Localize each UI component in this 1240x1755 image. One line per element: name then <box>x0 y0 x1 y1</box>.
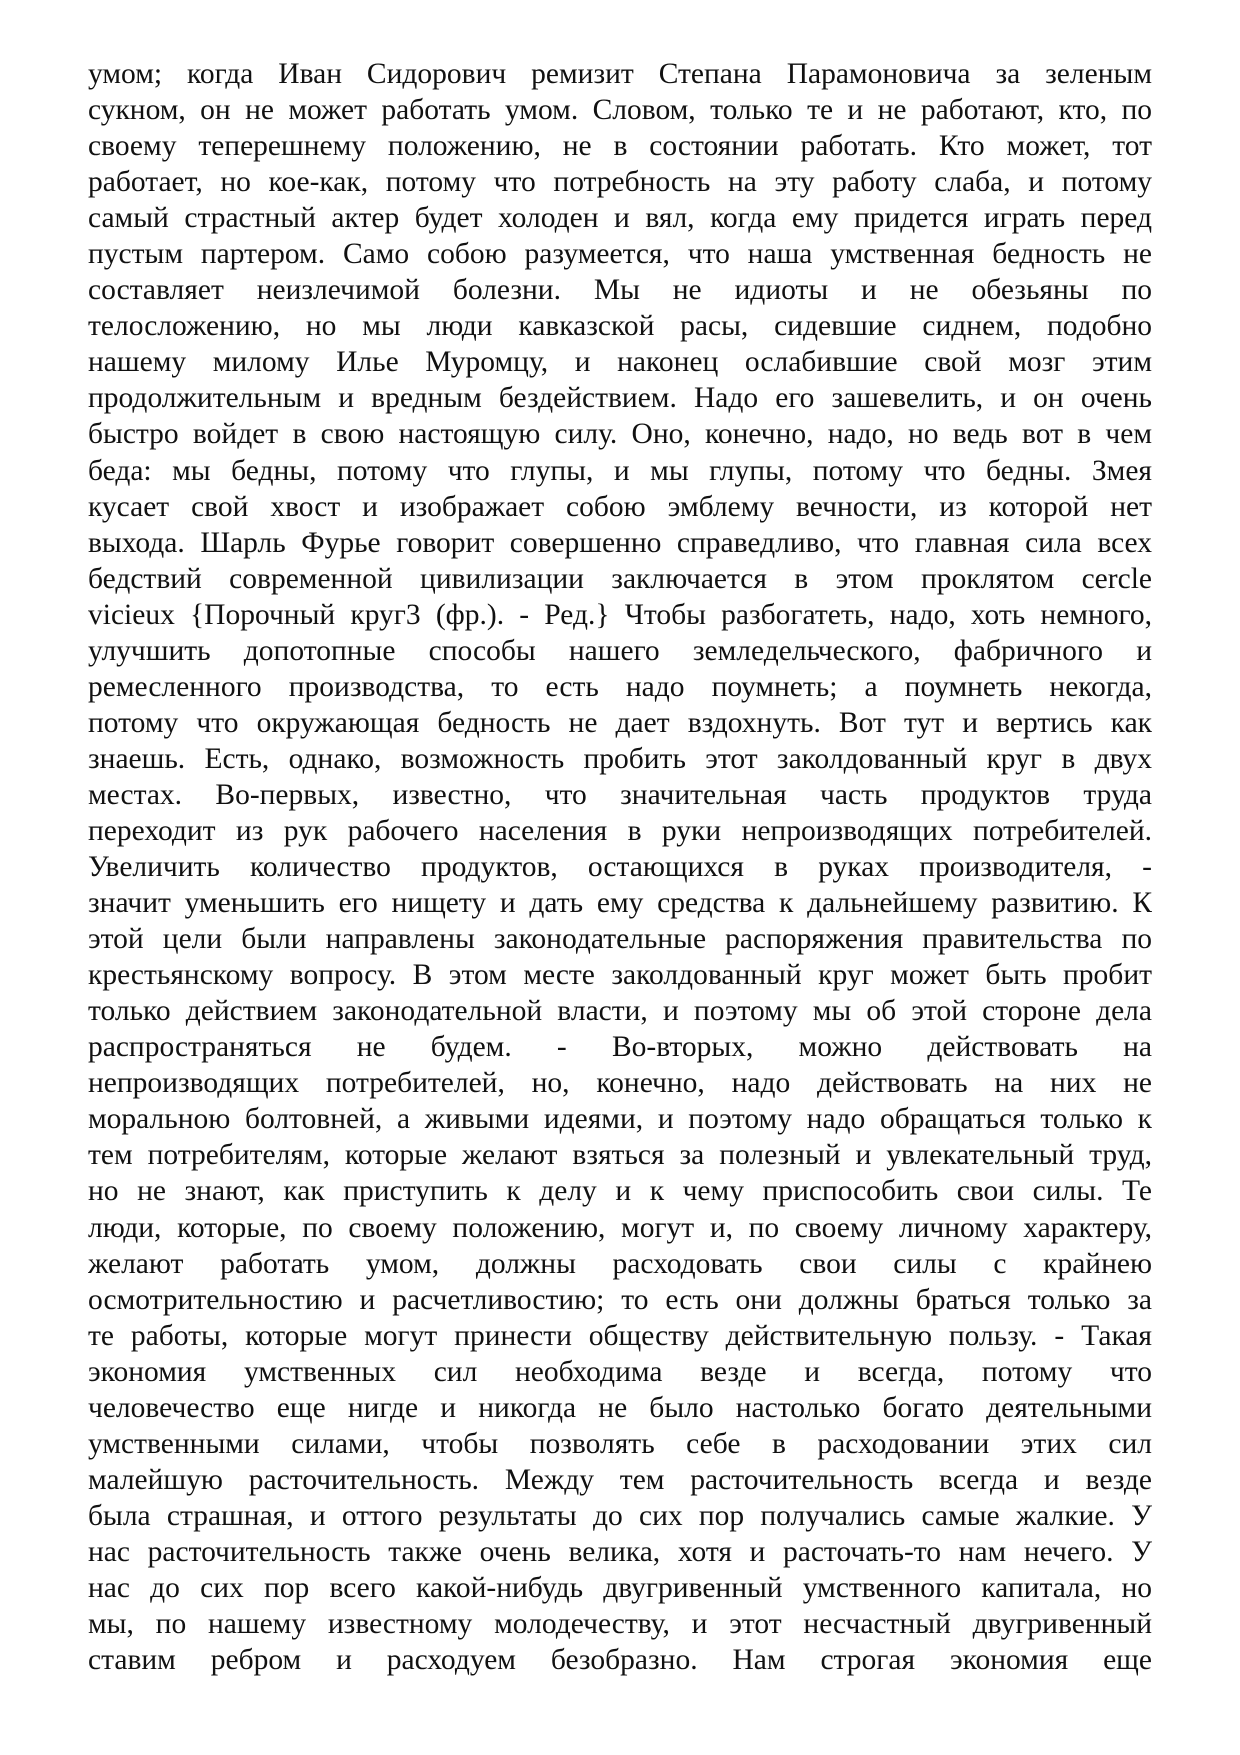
text-line: осмотрительностию и расчетливостию; то есть они должны браться только за <box>88 1283 1152 1316</box>
text-line: беда: мы бедны, потому что глупы, и мы глупы, потому что бедны. Змея <box>88 454 1152 487</box>
text-line: непроизводящих потребителей, но, конечно, надо действовать на них не <box>88 1067 1152 1100</box>
text-line: составляет неизлечимой болезни. Мы не идиоты и не обезьяны по <box>88 274 1152 307</box>
text-line: vicieux {Порочный круг3 (фр.). - Ред.} Чтобы разбогатеть, надо, хоть немного, <box>88 598 1152 631</box>
document-page <box>88 56 1152 1678</box>
text-line: моральною болтовней, а живыми идеями, и поэтому надо обращаться только к <box>88 1103 1152 1136</box>
text-line: крестьянскому вопросу. В этом месте заколдованный круг может быть пробит <box>88 959 1152 992</box>
text-line: переходит из рук рабочего населения в руки непроизводящих потребителей. <box>88 814 1152 847</box>
text-line: умом; когда Иван Сидорович ремизит Степана Парамоновича за зеленым <box>88 58 1152 90</box>
text-line: была страшная, и оттого результаты до сих пор получались самые жалкие. У <box>88 1499 1152 1532</box>
text-line: работает, но кое-как, потому что потребность на эту работу слаба, и потому <box>88 166 1152 199</box>
text-line: ремесленного производства, то есть надо поумнеть; а поумнеть некогда, <box>88 670 1152 703</box>
text-line: местах. Во-первых, известно, что значительная часть продуктов труда <box>88 778 1152 811</box>
text-line: человечество еще нигде и никогда не было настолько богато деятельными <box>88 1391 1152 1424</box>
text-line: потому что окружающая бедность не дает вздохнуть. Вот тут и вертись как <box>88 706 1152 739</box>
text-line: улучшить допотопные способы нашего земледельческого, фабричного и <box>88 634 1152 667</box>
text-line: этой цели были направлены законодательные распоряжения правительства по <box>88 923 1152 956</box>
text-line: значит уменьшить его нищету и дать ему средства к дальнейшему развитию. К <box>88 887 1152 920</box>
text-line: умственными силами, чтобы позволять себе в расходовании этих сил <box>88 1427 1152 1460</box>
text-line: самый страстный актер будет холоден и вял, когда ему придется играть перед <box>88 202 1152 235</box>
text-line: пустым партером. Само собою разумеется, что наша умственная бедность не <box>88 238 1152 271</box>
body-text <box>88 56 1152 1678</box>
text-line: кусает свой хвост и изображает собою эмблему вечности, из которой нет <box>88 490 1152 523</box>
text-line: знаешь. Есть, однако, возможность пробить этот заколдованный круг в двух <box>88 742 1152 775</box>
text-line: малейшую расточительность. Между тем расточительность всегда и везде <box>88 1463 1152 1496</box>
text-line: быстро войдет в свою настоящую силу. Оно, конечно, надо, но ведь вот в чем <box>88 418 1152 451</box>
text-line: распространяться не будем. - Во-вторых, можно действовать на <box>88 1031 1152 1064</box>
text-line: люди, которые, по своему положению, могут и, по своему личному характеру, <box>88 1211 1152 1244</box>
text-line: желают работать умом, должны расходовать свои силы с крайнею <box>88 1247 1152 1280</box>
text-line: нас до сих пор всего какой-нибудь двугривенный умственного капитала, но <box>88 1571 1152 1604</box>
text-line: бедствий современной цивилизации заключается в этом проклятом cercle <box>88 562 1152 595</box>
text-line: ставим ребром и расходуем безобразно. Нам строгая экономия еще <box>88 1644 1152 1677</box>
text-line: телосложению, но мы люди кавказской расы, сидевшие сиднем, подобно <box>88 310 1152 343</box>
text-line: нашему милому Илье Муромцу, и наконец ослабившие свой мозг этим <box>88 346 1152 379</box>
text-line: сукном, он не может работать умом. Словом, только те и не работают, кто, по <box>88 94 1152 127</box>
text-line: экономия умственных сил необходима везде и всегда, потому что <box>88 1355 1152 1388</box>
text-line: но не знают, как приступить к делу и к чему приспособить свои силы. Те <box>88 1175 1152 1208</box>
text-line: тем потребителям, которые желают взяться за полезный и увлекательный труд, <box>88 1139 1152 1172</box>
text-line: продолжительным и вредным бездействием. Надо его зашевелить, и он очень <box>88 382 1152 415</box>
text-line: мы, по нашему известному молодечеству, и этот несчастный двугривенный <box>88 1608 1152 1641</box>
text-line: Увеличить количество продуктов, остающихся в руках производителя, - <box>88 851 1152 884</box>
text-line: только действием законодательной власти, и поэтому мы об этой стороне дела <box>88 995 1152 1028</box>
text-line: выхода. Шарль Фурье говорит совершенно справедливо, что главная сила всех <box>88 526 1152 559</box>
text-line: своему теперешнему положению, не в состоянии работать. Кто может, тот <box>88 130 1152 163</box>
text-line: нас расточительность также очень велика, хотя и расточать-то нам нечего. У <box>88 1535 1152 1568</box>
text-line: те работы, которые могут принести обществу действительную пользу. - Такая <box>88 1319 1152 1352</box>
